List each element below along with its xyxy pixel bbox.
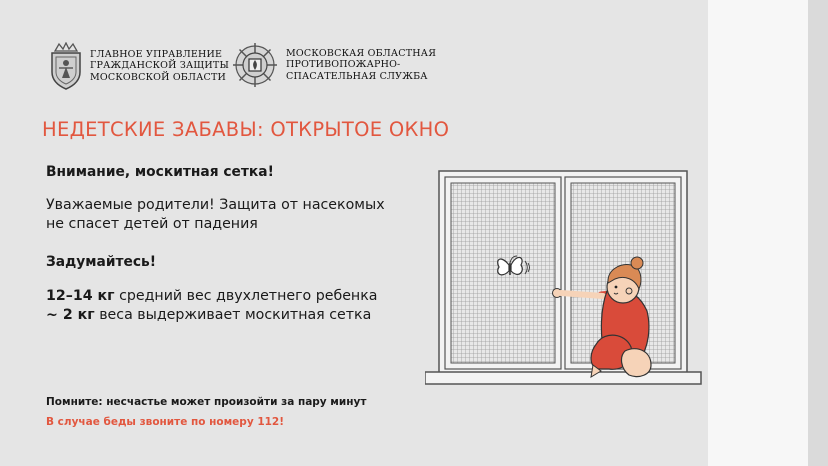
- mopss-logo-line: ПРОТИВОПОЖАРНО-: [286, 59, 401, 71]
- fact-line: [46, 306, 377, 325]
- mopss-logo-text: [286, 48, 436, 83]
- fact-text: средний вес двухлетнего ребенка: [114, 288, 378, 304]
- warning-text-line: не спасет детей от падения: [46, 216, 258, 232]
- facts-list: [46, 287, 377, 325]
- mopss-logo-line: МОСКОВСКАЯ ОБЛАСТНАЯ: [286, 47, 437, 59]
- fact-text: веса выдерживает москитная сетка: [94, 307, 372, 323]
- gu-logo-line: ГРАЖДАНСКОЙ ЗАЩИТЫ: [90, 60, 229, 72]
- window-sill: [425, 372, 701, 384]
- fact-value: ~ 2 кг: [46, 307, 95, 323]
- mopss-logo-line: СПАСАТЕЛЬНАЯ СЛУЖБА: [286, 70, 428, 82]
- gu-logo-line: ГЛАВНОЕ УПРАВЛЕНИЕ: [90, 48, 223, 60]
- think-heading: Задумайтесь!: [46, 254, 157, 270]
- page-title: НЕДЕТСКИЕ ЗАБАВЫ: ОТКРЫТОЕ ОКНО: [42, 118, 450, 141]
- emergency-note: В случае беды звоните по номеру 112!: [46, 416, 285, 428]
- gu-civil-defense-logo: [48, 42, 229, 90]
- gu-logo-text: [90, 49, 229, 84]
- window-illustration: [425, 165, 705, 391]
- gu-logo-line: МОСКОВСКОЙ ОБЛАСТИ: [90, 71, 227, 83]
- warning-text-line: Уважаемые родители! Защита от насекомых: [46, 197, 385, 213]
- warning-text: [46, 196, 385, 234]
- fact-value: 12–14 кг: [46, 288, 115, 304]
- remember-note: Помните: несчастье может произойти за пару минут: [46, 396, 367, 408]
- right-edge: [808, 0, 828, 466]
- side-panel: [708, 0, 808, 466]
- warning-heading: Внимание, москитная сетка!: [46, 164, 274, 180]
- fact-line: [46, 287, 377, 306]
- mopss-logo: [232, 42, 436, 88]
- fire-rescue-emblem-icon: [232, 42, 278, 88]
- coat-of-arms-icon: [48, 42, 84, 90]
